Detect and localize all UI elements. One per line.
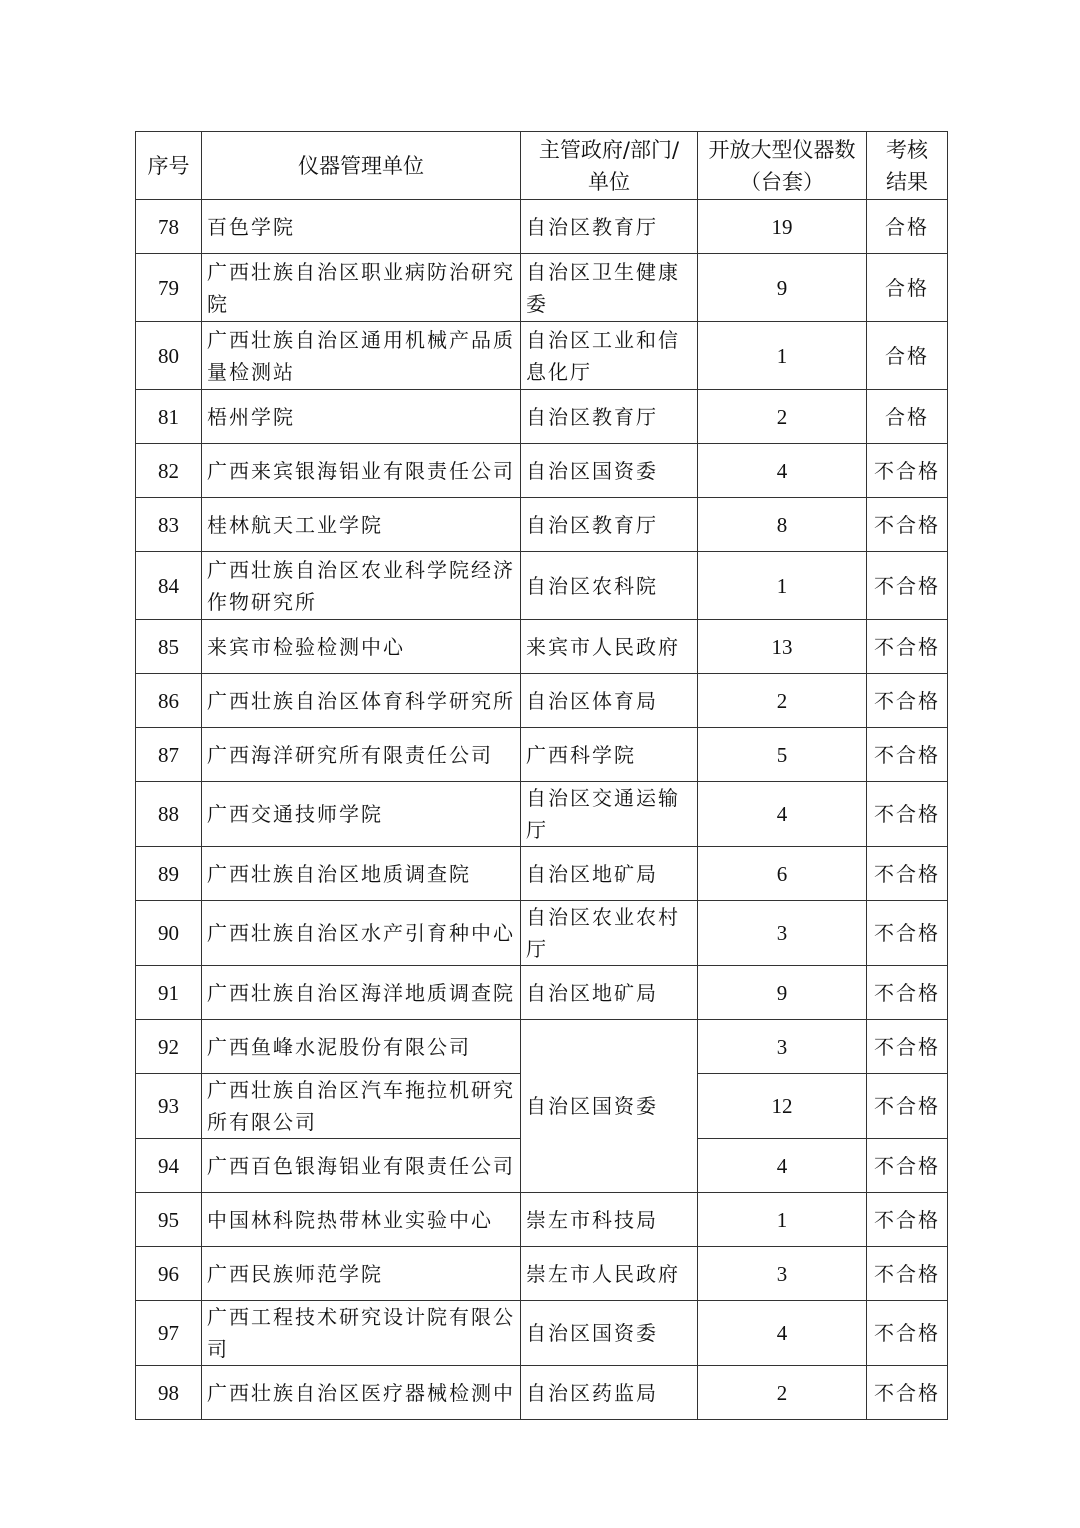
cell-dept: 自治区地矿局 <box>521 847 698 901</box>
cell-result: 合格 <box>867 254 948 322</box>
cell-count: 3 <box>698 1247 867 1301</box>
cell-result: 不合格 <box>867 620 948 674</box>
cell-unit: 百色学院 <box>202 200 521 254</box>
cell-unit: 广西壮族自治区通用机械产品质量检测站 <box>202 322 521 390</box>
assessment-table <box>135 131 948 1420</box>
cell-unit: 梧州学院 <box>202 390 521 444</box>
cell-count: 4 <box>698 1301 867 1366</box>
cell-count: 2 <box>698 1366 867 1420</box>
cell-count: 3 <box>698 1020 867 1074</box>
table-row <box>136 552 948 620</box>
cell-seq: 90 <box>136 901 202 966</box>
cell-dept: 崇左市人民政府 <box>521 1247 698 1301</box>
cell-count: 4 <box>698 782 867 847</box>
cell-dept: 自治区工业和信息化厅 <box>521 322 698 390</box>
cell-count: 3 <box>698 901 867 966</box>
cell-dept: 广西科学院 <box>521 728 698 782</box>
cell-count: 5 <box>698 728 867 782</box>
cell-dept: 自治区国资委 <box>521 1020 698 1193</box>
cell-result: 不合格 <box>867 1139 948 1193</box>
table-row <box>136 674 948 728</box>
table-row <box>136 1247 948 1301</box>
cell-unit: 广西壮族自治区水产引育种中心 <box>202 901 521 966</box>
cell-count: 9 <box>698 966 867 1020</box>
cell-unit: 广西工程技术研究设计院有限公司 <box>202 1301 521 1366</box>
cell-result: 不合格 <box>867 782 948 847</box>
header-dept: 主管政府/部门/单位 <box>521 132 698 200</box>
cell-dept: 自治区国资委 <box>521 1301 698 1366</box>
table-row <box>136 620 948 674</box>
cell-seq: 78 <box>136 200 202 254</box>
cell-result: 不合格 <box>867 1020 948 1074</box>
cell-unit: 广西壮族自治区职业病防治研究院 <box>202 254 521 322</box>
table-row <box>136 322 948 390</box>
cell-seq: 88 <box>136 782 202 847</box>
cell-result: 不合格 <box>867 1366 948 1420</box>
cell-dept: 自治区交通运输厅 <box>521 782 698 847</box>
cell-unit: 广西壮族自治区体育科学研究所 <box>202 674 521 728</box>
cell-result: 不合格 <box>867 901 948 966</box>
cell-seq: 91 <box>136 966 202 1020</box>
cell-dept: 自治区体育局 <box>521 674 698 728</box>
cell-unit: 广西壮族自治区汽车拖拉机研究所有限公司 <box>202 1074 521 1139</box>
cell-result: 不合格 <box>867 1193 948 1247</box>
cell-count: 2 <box>698 390 867 444</box>
cell-seq: 89 <box>136 847 202 901</box>
cell-seq: 87 <box>136 728 202 782</box>
cell-seq: 85 <box>136 620 202 674</box>
header-seq: 序号 <box>136 132 202 200</box>
cell-seq: 82 <box>136 444 202 498</box>
header-count: 开放大型仪器数（台套） <box>698 132 867 200</box>
cell-seq: 95 <box>136 1193 202 1247</box>
cell-seq: 94 <box>136 1139 202 1193</box>
cell-dept: 自治区卫生健康委 <box>521 254 698 322</box>
table-row <box>136 390 948 444</box>
cell-result: 合格 <box>867 390 948 444</box>
cell-count: 13 <box>698 620 867 674</box>
cell-dept: 自治区地矿局 <box>521 966 698 1020</box>
cell-result: 不合格 <box>867 444 948 498</box>
cell-dept: 自治区教育厅 <box>521 390 698 444</box>
cell-count: 4 <box>698 444 867 498</box>
cell-count: 9 <box>698 254 867 322</box>
cell-seq: 83 <box>136 498 202 552</box>
cell-dept: 崇左市科技局 <box>521 1193 698 1247</box>
cell-result: 不合格 <box>867 552 948 620</box>
table-row <box>136 1193 948 1247</box>
cell-unit: 广西百色银海铝业有限责任公司 <box>202 1139 521 1193</box>
cell-unit: 桂林航天工业学院 <box>202 498 521 552</box>
header-unit: 仪器管理单位 <box>202 132 521 200</box>
cell-count: 6 <box>698 847 867 901</box>
cell-seq: 97 <box>136 1301 202 1366</box>
cell-unit: 广西壮族自治区农业科学院经济作物研究所 <box>202 552 521 620</box>
cell-unit: 广西壮族自治区地质调查院 <box>202 847 521 901</box>
cell-dept: 自治区农科院 <box>521 552 698 620</box>
cell-dept: 自治区国资委 <box>521 444 698 498</box>
cell-count: 12 <box>698 1074 867 1139</box>
cell-seq: 79 <box>136 254 202 322</box>
cell-seq: 86 <box>136 674 202 728</box>
table-row <box>136 444 948 498</box>
cell-result: 不合格 <box>867 1301 948 1366</box>
cell-count: 2 <box>698 674 867 728</box>
cell-result: 不合格 <box>867 847 948 901</box>
cell-seq: 93 <box>136 1074 202 1139</box>
cell-unit: 广西壮族自治区海洋地质调查院 <box>202 966 521 1020</box>
cell-count: 4 <box>698 1139 867 1193</box>
table-row <box>136 498 948 552</box>
cell-result: 合格 <box>867 200 948 254</box>
cell-unit: 广西壮族自治区医疗器械检测中 <box>202 1366 521 1420</box>
cell-unit: 广西来宾银海铝业有限责任公司 <box>202 444 521 498</box>
header-result: 考核结果 <box>867 132 948 200</box>
cell-unit: 广西海洋研究所有限责任公司 <box>202 728 521 782</box>
table-row <box>136 1301 948 1366</box>
table-row <box>136 782 948 847</box>
cell-count: 1 <box>698 552 867 620</box>
cell-dept: 自治区教育厅 <box>521 498 698 552</box>
cell-result: 不合格 <box>867 728 948 782</box>
cell-result: 不合格 <box>867 1074 948 1139</box>
cell-result: 不合格 <box>867 674 948 728</box>
cell-unit: 广西交通技师学院 <box>202 782 521 847</box>
table-row <box>136 1020 948 1074</box>
cell-result: 不合格 <box>867 498 948 552</box>
cell-dept: 来宾市人民政府 <box>521 620 698 674</box>
table-row <box>136 847 948 901</box>
cell-unit: 广西鱼峰水泥股份有限公司 <box>202 1020 521 1074</box>
cell-result: 合格 <box>867 322 948 390</box>
cell-seq: 80 <box>136 322 202 390</box>
table-row <box>136 728 948 782</box>
cell-count: 8 <box>698 498 867 552</box>
table-row <box>136 901 948 966</box>
table-row <box>136 966 948 1020</box>
cell-dept: 自治区农业农村厅 <box>521 901 698 966</box>
cell-result: 不合格 <box>867 966 948 1020</box>
table-row <box>136 1366 948 1420</box>
table-row <box>136 200 948 254</box>
cell-seq: 98 <box>136 1366 202 1420</box>
cell-seq: 84 <box>136 552 202 620</box>
cell-unit: 广西民族师范学院 <box>202 1247 521 1301</box>
cell-count: 1 <box>698 322 867 390</box>
cell-seq: 81 <box>136 390 202 444</box>
cell-dept: 自治区教育厅 <box>521 200 698 254</box>
cell-count: 1 <box>698 1193 867 1247</box>
header-row <box>136 132 948 200</box>
cell-count: 19 <box>698 200 867 254</box>
cell-seq: 96 <box>136 1247 202 1301</box>
cell-unit: 来宾市检验检测中心 <box>202 620 521 674</box>
cell-result: 不合格 <box>867 1247 948 1301</box>
cell-dept: 自治区药监局 <box>521 1366 698 1420</box>
table-row <box>136 254 948 322</box>
cell-seq: 92 <box>136 1020 202 1074</box>
cell-unit: 中国林科院热带林业实验中心 <box>202 1193 521 1247</box>
